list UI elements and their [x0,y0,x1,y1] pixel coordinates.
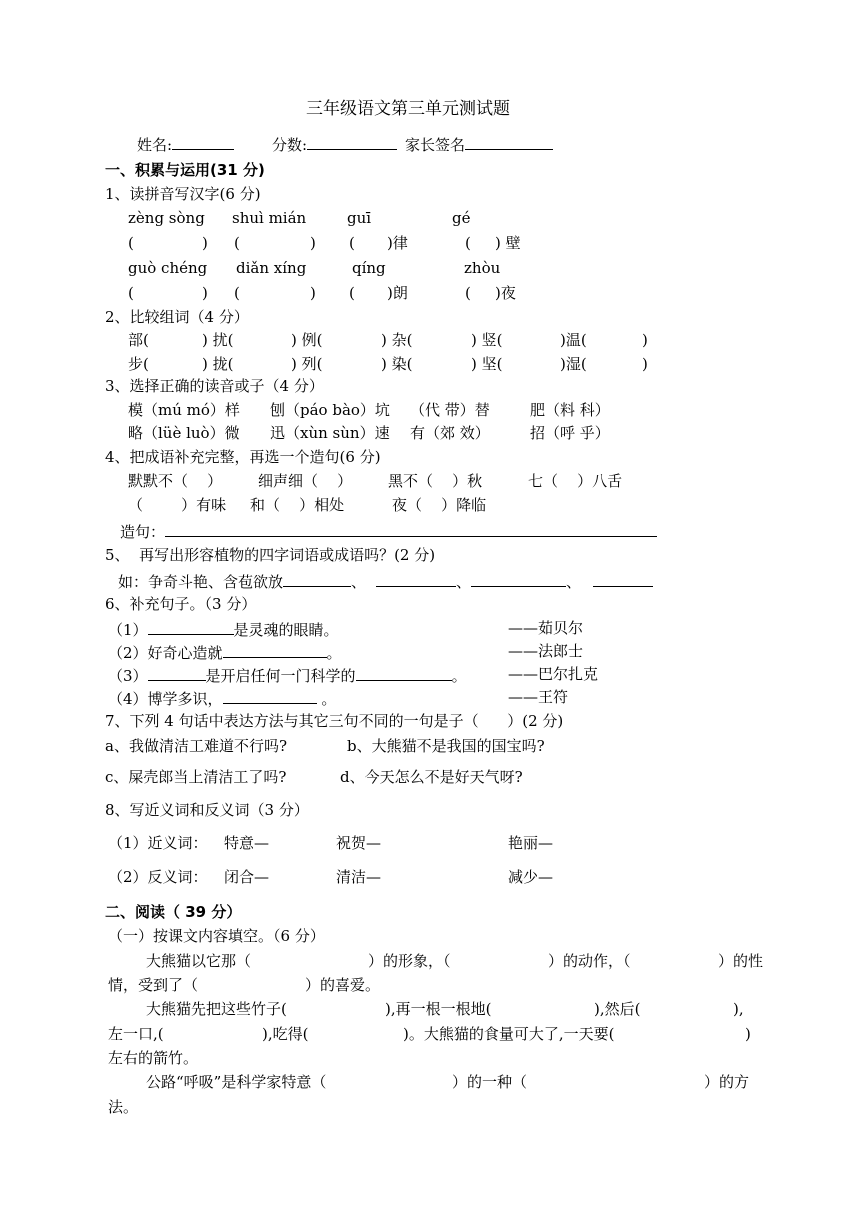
word-pair[interactable]: ) 列( [291,355,323,373]
answer-bracket[interactable]: ( [349,284,355,302]
cloze-text: 大熊猫以它那（ [146,952,252,970]
quote-number: （1） [108,621,148,639]
section-2-heading: 二、阅读（ 39 分） [105,903,242,921]
answer-bracket[interactable]: ( [128,284,134,302]
pinyin: zèng sòng [128,209,205,227]
option-c[interactable]: c、屎壳郎当上清洁工了吗? [105,768,287,786]
word-pair[interactable]: ) [642,355,648,373]
reading-sub-heading: （一）按课文内容填空。（6 分） [108,927,325,945]
q3-heading: 3、选择正确的读音或子（4 分） [105,377,324,395]
antonym-item[interactable]: 闭合— [224,868,270,886]
score-field[interactable] [272,133,397,155]
q5-blank[interactable] [593,570,653,587]
pinyin: guò chéng [128,259,208,277]
cloze-text: ),再一根一根地( [385,1000,492,1018]
reading-choice[interactable]: 模（mú mó）样 [128,401,240,419]
idiom-blank[interactable]: 七（ ）八舌 [528,472,623,490]
page-title: 三年级语文第三单元测试题 [306,99,510,119]
synonym-label: （1）近义词： [108,834,208,852]
synonym-item[interactable]: 祝贺— [336,834,382,852]
answer-bracket[interactable]: ( [465,284,471,302]
answer-bracket[interactable]: ( [128,234,134,252]
cloze-text: )。大熊猫的食量可大了,一天要( [403,1025,615,1043]
name-label: 姓名: [137,136,173,154]
idiom-blank[interactable]: 细声细（ ） [258,472,353,490]
cloze-text: ）的动作，（ [548,952,631,970]
quote-blank[interactable] [356,664,452,681]
word-pair[interactable]: ) [642,331,648,349]
answer-bracket[interactable]: ( [465,234,471,252]
separator: 、 [456,573,472,591]
pinyin: shuì mián [232,209,307,227]
quote-line[interactable] [108,618,339,640]
quote-number: （3） [108,667,148,685]
cloze-text: 情，受到了（ [108,976,199,994]
answer-bracket[interactable]: )夜 [495,284,516,302]
idiom-blank[interactable]: 默默不（ ） [128,472,223,490]
cloze-text: 法。 [108,1098,139,1116]
antonym-label: （2）反义词： [108,868,208,886]
reading-choice[interactable]: 有（郊 效） [410,424,490,442]
section-1-heading: 一、积累与运用(31 分) [105,161,265,179]
word-pair[interactable]: )湿( [560,355,587,373]
answer-bracket[interactable]: ) [310,234,316,252]
idiom-blank[interactable]: 黑不（ ）秋 [388,472,483,490]
quote-source: ——茹贝尔 [508,619,584,637]
q5-blank[interactable] [283,570,351,587]
answer-bracket[interactable]: )律 [387,234,408,252]
synonym-item[interactable]: 特意— [224,834,270,852]
quote-line[interactable] [108,641,342,663]
answer-bracket[interactable]: ) [202,284,208,302]
answer-bracket[interactable]: ( [234,284,240,302]
quote-blank[interactable] [148,618,234,635]
antonym-item[interactable]: 清洁— [336,868,382,886]
answer-bracket[interactable]: )朗 [387,284,408,302]
word-pair[interactable]: ) 染( [381,355,413,373]
answer-bracket[interactable]: ) 壁 [495,234,521,252]
pinyin: gé [452,209,471,227]
reading-choice[interactable]: 肥（料 科） [530,401,610,419]
cloze-text: ),吃得( [262,1025,309,1043]
parent-sign-field[interactable] [405,133,553,155]
answer-bracket[interactable]: ( [349,234,355,252]
cloze-text: 左一口,( [108,1025,164,1043]
word-pair[interactable]: ) 坚( [471,355,503,373]
score-blank[interactable] [307,133,397,150]
word-pair[interactable]: 步( [128,355,149,373]
q5-answer-row[interactable] [118,570,653,592]
q8-heading: 8、写近义词和反义词（3 分） [105,801,309,819]
reading-choice[interactable]: （代 带）替 [410,401,490,419]
parent-sign-label: 家长签名 [405,136,466,154]
cloze-text: ),然后( [594,1000,641,1018]
cloze-text: 大熊猫先把这些竹子( [146,1000,287,1018]
quote-source: ——巴尔扎克 [508,665,599,683]
name-field[interactable] [137,133,234,155]
q5-example: 如：争奇斗艳、含苞欲放 [118,573,284,591]
q2-heading: 2、比较组词（4 分） [105,308,249,326]
synonym-item[interactable]: 艳丽— [508,834,554,852]
quote-blank[interactable] [223,687,317,704]
idiom-blank[interactable]: 夜（ ）降临 [392,496,487,514]
separator: 、 [566,573,582,591]
word-pair[interactable]: ) 扰( [202,331,234,349]
word-pair[interactable]: )温( [560,331,587,349]
pinyin: diǎn xíng [236,259,307,277]
quote-blank[interactable] [148,664,206,681]
sentence-blank[interactable] [165,520,657,537]
word-pair[interactable]: ) 拢( [202,355,234,373]
cloze-text: ）的形象，（ [368,952,451,970]
antonym-item[interactable]: 减少— [508,868,554,886]
answer-bracket[interactable]: ) [310,284,316,302]
separator: 、 [351,573,367,591]
pinyin: guī [347,209,372,227]
reading-choice[interactable]: 迅（xùn sùn）速 [270,424,390,442]
reading-choice[interactable]: 刨（páo bào）坑 [270,401,390,419]
pinyin: zhòu [464,259,501,277]
cloze-text: ）的方 [704,1073,750,1091]
quote-text: 。 [451,667,467,685]
quote-text: 是灵魂的眼睛。 [233,621,339,639]
q5-heading: 5、 再写出形容植物的四字词语或成语吗？(2 分) [105,546,436,564]
parent-sign-blank[interactable] [465,133,553,150]
idiom-blank[interactable]: 和（ ）相处 [250,496,345,514]
word-pair[interactable]: 部( [128,331,149,349]
q7-heading: 7、下列 4 句话中表达方法与其它三句不同的一句是子（ ）(2 分) [105,712,564,730]
cloze-text: 公路“呼吸”是科学家特意（ [146,1073,327,1091]
word-pair[interactable]: ) 竖( [471,331,503,349]
cloze-text: ）的喜爱。 [305,976,381,994]
quote-text: （4）博学多识， [108,690,223,708]
quote-text: 。 [316,690,337,708]
option-a[interactable]: a、我做清洁工难道不行吗? [105,737,287,755]
cloze-text: 左右的箭竹。 [108,1049,199,1067]
q5-blank[interactable] [471,570,566,587]
option-b[interactable]: b、大熊猫不是我国的国宝吗? [347,737,545,755]
q1-heading: 1、读拼音写汉字(6 分) [105,185,261,203]
sentence-label: 造句： [120,523,166,541]
idiom-blank[interactable]: （ ）有味 [128,496,227,514]
quote-source: ——法郎士 [508,642,584,660]
score-label: 分数: [272,136,308,154]
quote-text: 。 [326,644,342,662]
quote-line[interactable] [108,687,336,709]
quote-blank[interactable] [223,641,327,658]
quote-line[interactable] [108,664,467,686]
quote-source: ——王符 [508,688,569,706]
cloze-text: ) [745,1025,751,1043]
sentence-field[interactable] [120,520,657,542]
q5-blank[interactable] [376,570,456,587]
option-d[interactable]: d、今天怎么不是好天气呀? [340,768,523,786]
pinyin: qíng [352,259,386,277]
word-pair[interactable]: ) 例( [291,331,323,349]
quote-text: 是开启任何一门科学的 [205,667,356,685]
word-pair[interactable]: ) 杂( [381,331,413,349]
reading-choice[interactable]: 招（呼 乎） [530,424,610,442]
q6-heading: 6、补充句子。（3 分） [105,595,257,613]
answer-bracket[interactable]: ( [234,234,240,252]
name-blank[interactable] [172,133,234,150]
q4-heading: 4、把成语补充完整，再选一个造句(6 分) [105,448,381,466]
reading-choice[interactable]: 略（lüè luò）微 [128,424,240,442]
cloze-text: ）的性 [718,952,764,970]
quote-text: （2）好奇心造就 [108,644,223,662]
answer-bracket[interactable]: ) [202,234,208,252]
cloze-text: ), [733,1000,744,1018]
cloze-text: ）的一种（ [452,1073,528,1091]
